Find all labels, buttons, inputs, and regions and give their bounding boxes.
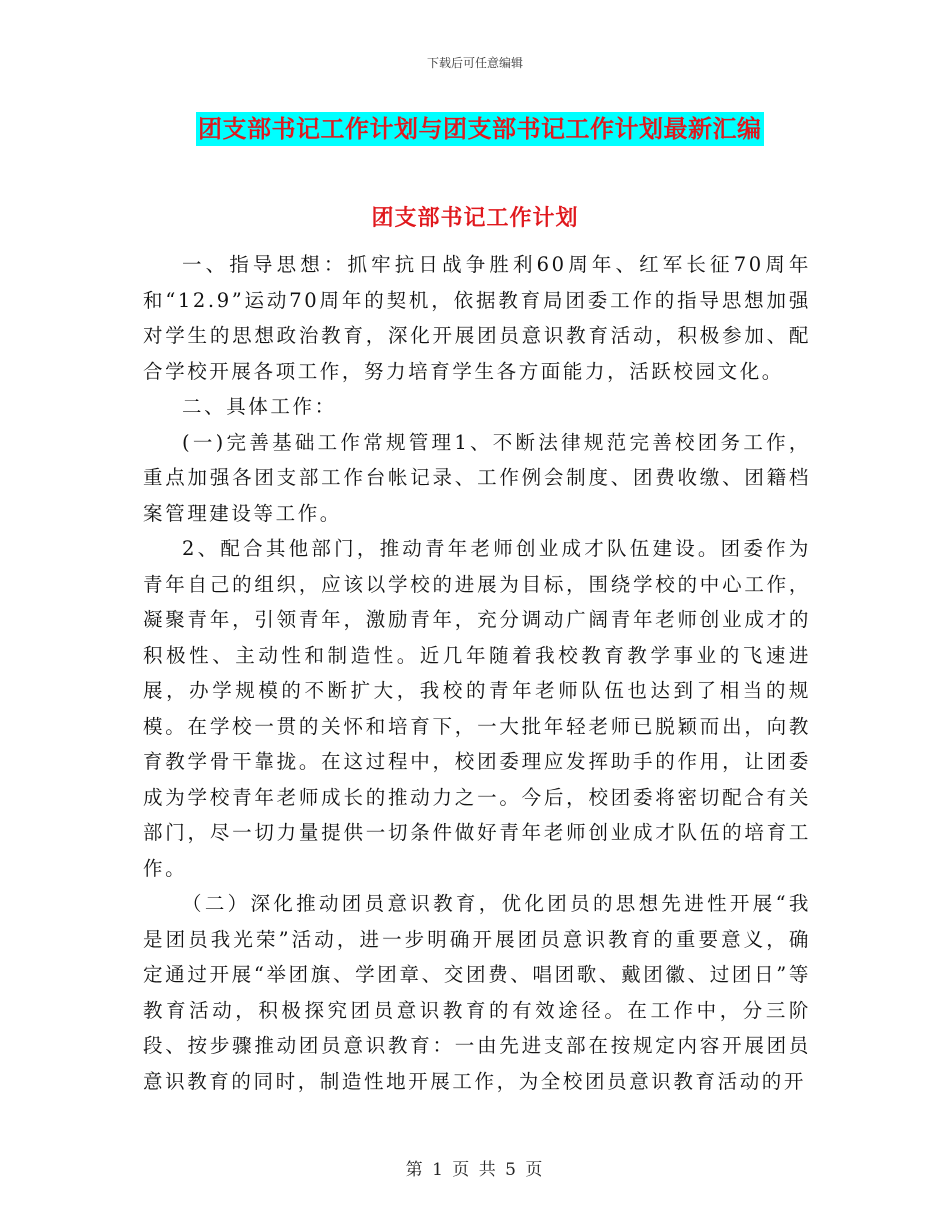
body-text (143, 247, 811, 1099)
paragraph-specific-work-heading: 二、具体工作： (182, 395, 337, 418)
paragraph-youth-teachers: 2、配合其他部门，推动青年老师创业成才队伍建设。团委作为青年自己的组织，应该以学校的进展为目标，围绕学校的中心工作，凝聚青年，引领青年，激励青年，充分调动广阔青年老师创业成才的积极性、主动性和制造性。近几年随着我校教育教学事业的飞速进展，办学规模的不断扩大，我校的青年老师队伍也达到了相当的规模。在学校一贯的关怀和培育下，一大批年轻老师已脱颖而出，向教育教学骨干靠拢。在这过程中，校团委理应发挥助手的作用，让团委成为学校青年老师成长的推动力之一。今后，校团委将密切配合有关部门，尽一切力量提供一切条件做好青年老师创业成才队伍的培育工作。 (143, 537, 811, 880)
paragraph-basic-work: (一)完善基础工作常规管理1、不断法律规范完善校团务工作，重点加强各团支部工作台帐记录、工作例会制度、团费收缴、团籍档案管理建设等工作。 (143, 430, 811, 525)
header-note: 下载后可任意编辑 (426, 56, 523, 70)
paragraph-guiding-ideology: 一、指导思想：抓牢抗日战争胜利60周年、红军长征70周年和“12.9”运动70周年的契机，依据教育局团委工作的指导思想加强对学生的思想政治教育，深化开展团员意识教育活动，积极参加、配合学校开展各项工作，努力培育学生各方面能力，活跃校园文化。 (143, 253, 811, 383)
main-title: 团支部书记工作计划与团支部书记工作计划最新汇编 (196, 112, 764, 146)
paragraph-member-awareness: （二）深化推动团员意识教育，优化团员的思想先进性开展“我是团员我光荣”活动，进一步明确开展团员意识教育的重要意义，确定通过开展“举团旗、学团章、交团费、唱团歌、戴团徽、过团日”等教育活动，积极探究团员意识教育的有效途径。在工作中，分三阶段、按步骤推动团员意识教育：一由先进支部在按规定内容开展团员意识教育的同时，制造性地开展工作，为全校团员意识教育活动的开 (143, 892, 811, 1093)
page-number: 第 1 页 共 5 页 (405, 1160, 545, 1180)
sub-title: 团支部书记工作计划 (371, 205, 579, 231)
